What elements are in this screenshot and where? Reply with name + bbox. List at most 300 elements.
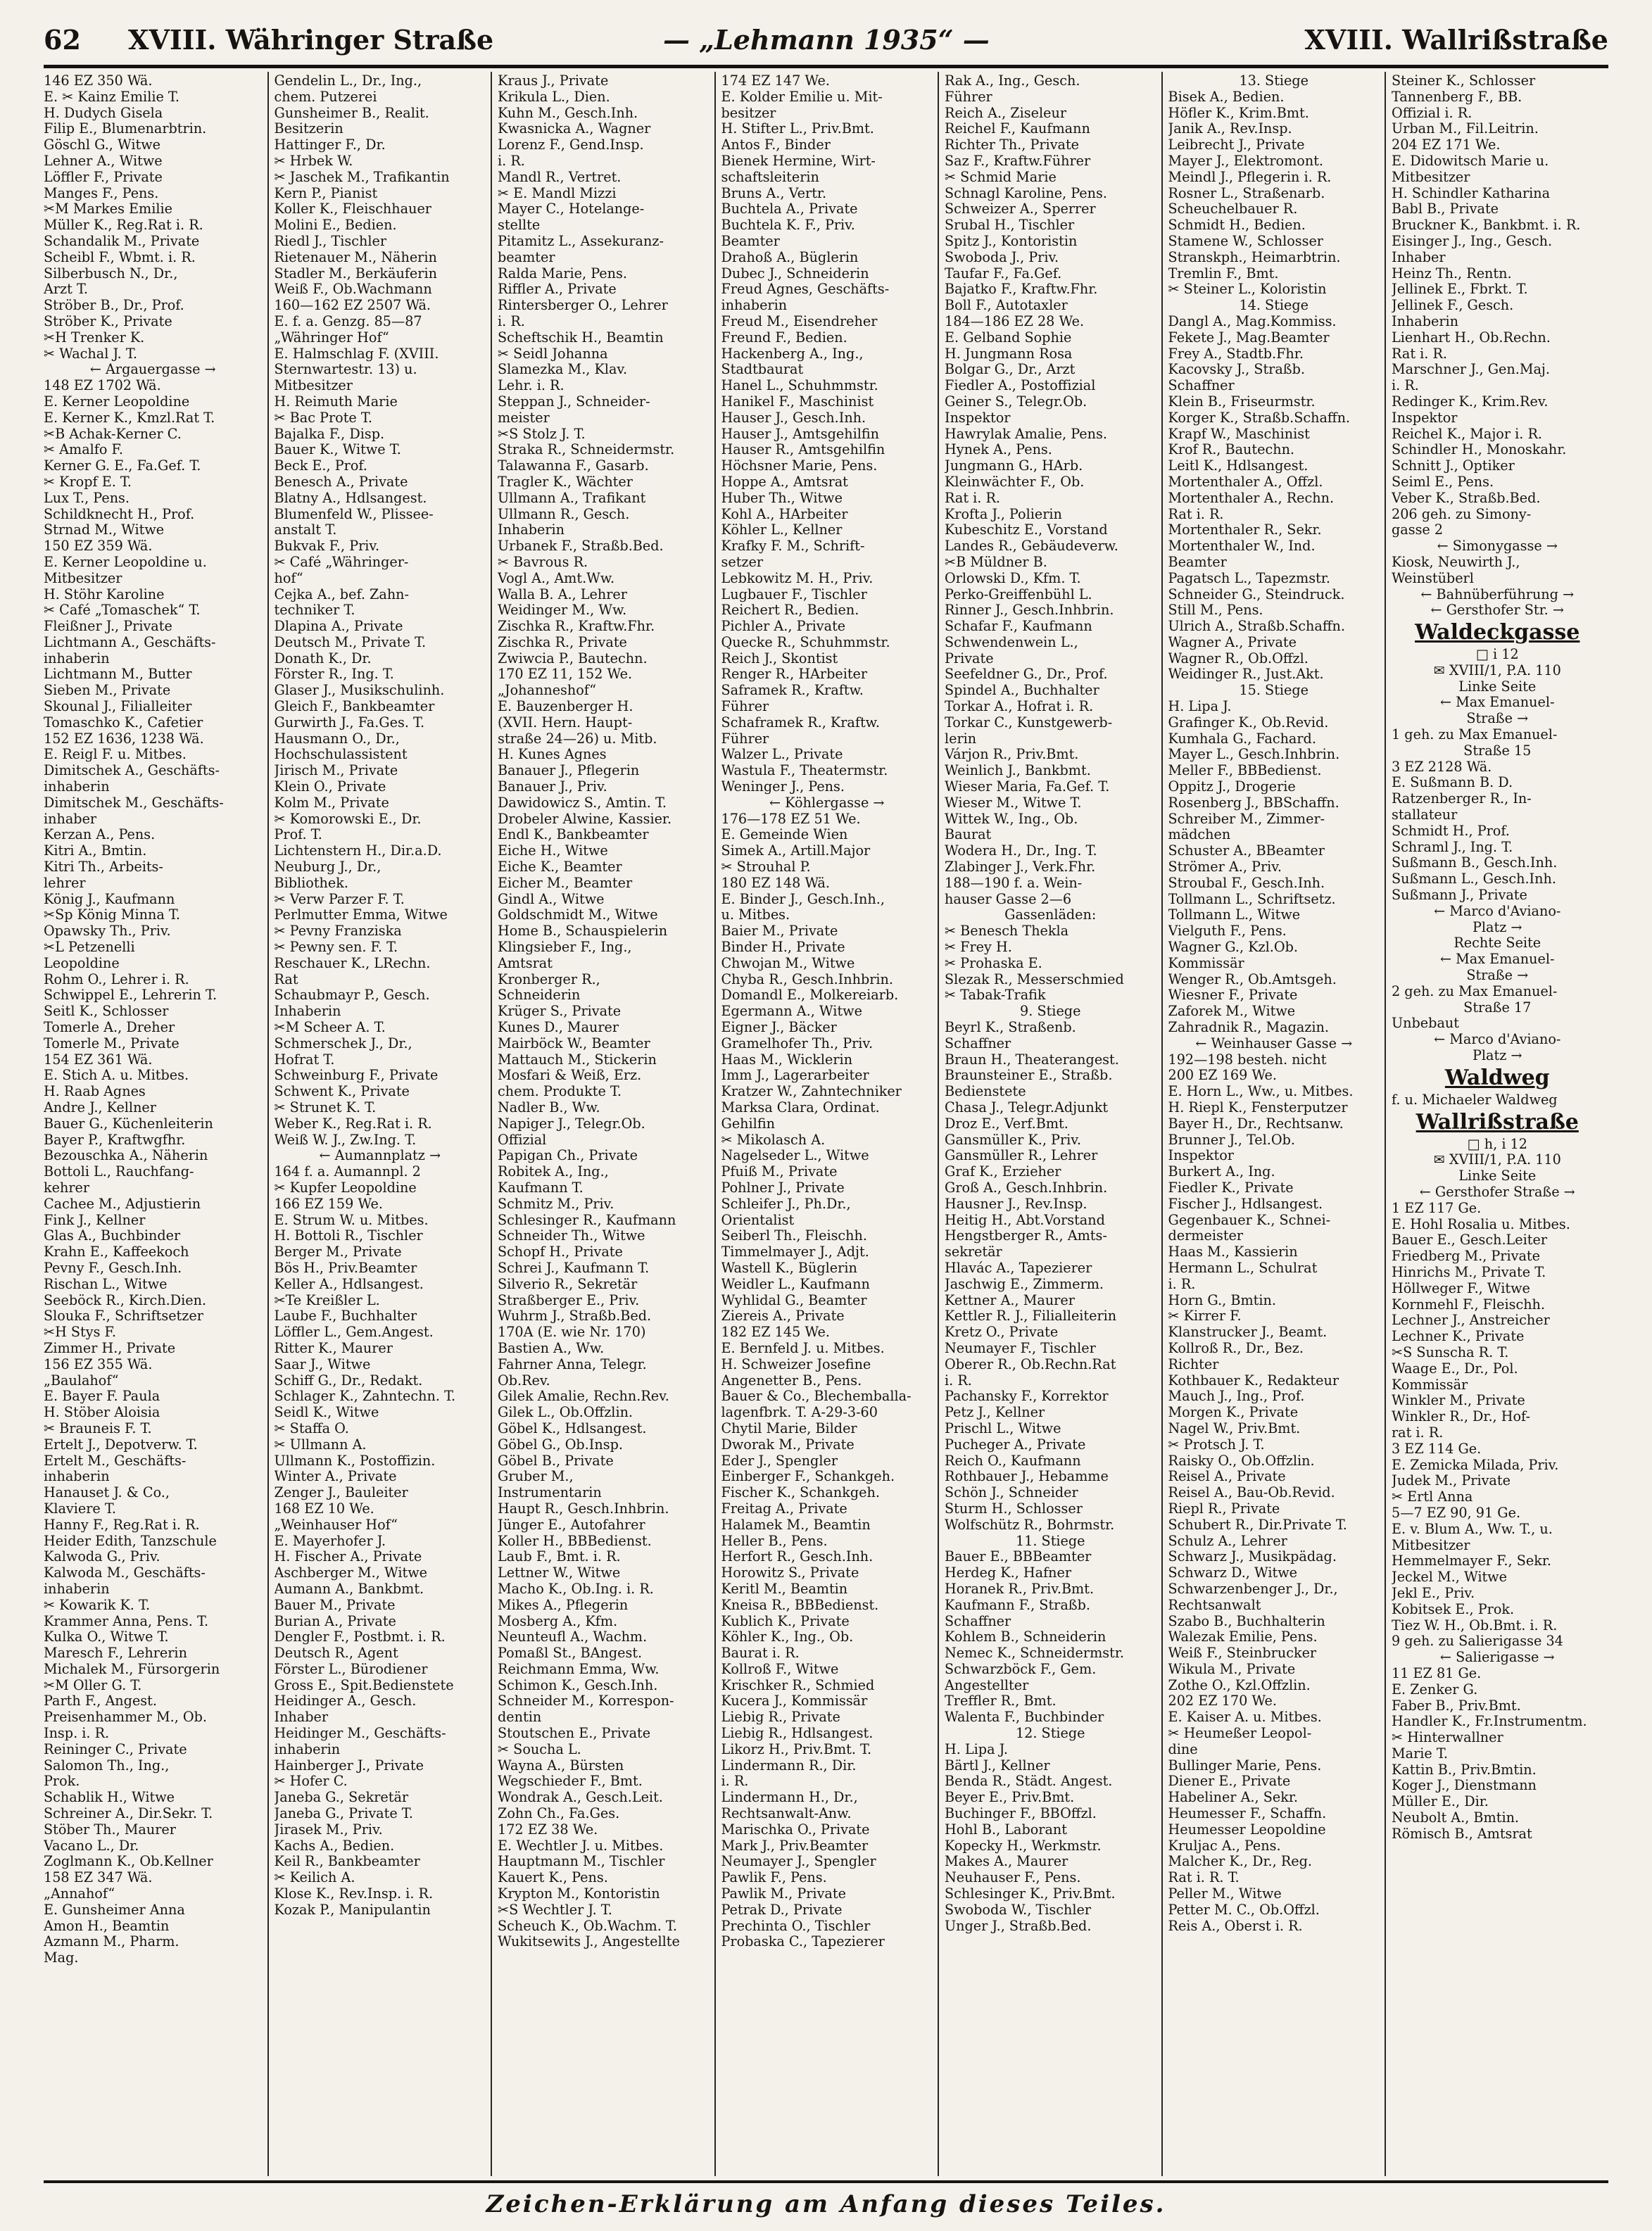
directory-entry: Robitek A., Ing.,	[498, 1164, 609, 1180]
directory-entry: Kattin B., Priv.Bmtin.	[1392, 1762, 1537, 1778]
directory-entry: Hattinger F., Dr.	[274, 137, 386, 153]
directory-entry: Weninger J., Pens.	[721, 779, 845, 795]
directory-entry: Schaffner	[945, 1035, 1011, 1051]
directory-entry: Unbebaut	[1392, 1016, 1459, 1032]
directory-entry: Ströber K., Private	[44, 313, 172, 329]
directory-entry: ✂ Prohaska E.	[945, 955, 1042, 971]
directory-entry: Hengstberger R., Amts-	[945, 1228, 1107, 1244]
directory-entry: Offizial	[498, 1132, 547, 1148]
directory-entry: Tomerle M., Private	[44, 1035, 179, 1051]
directory-entry: Einberger F., Schankgeh.	[721, 1469, 895, 1485]
directory-entry: Herfort R., Gesch.Inh.	[721, 1549, 874, 1565]
directory-entry: rat i. R.	[1392, 1424, 1444, 1441]
directory-entry: H. Schweizer Josefine	[721, 1356, 871, 1372]
directory-entry: Heidinger A., Gesch.	[274, 1693, 417, 1709]
directory-entry: Napiger J., Telegr.Ob.	[498, 1116, 645, 1132]
directory-entry: Raisky O., Ob.Offzlin.	[1168, 1453, 1315, 1469]
directory-entry: Höllweger F., Witwe	[1392, 1280, 1530, 1296]
directory-entry: Freund F., Bedien.	[721, 329, 847, 346]
directory-entry: Nemec K., Schneidermstr.	[945, 1645, 1124, 1662]
directory-entry: ✂ Brauneis F. T.	[44, 1420, 152, 1436]
directory-entry: 13. Stiege	[1239, 73, 1309, 89]
directory-entry: Home B., Schauspielerin	[498, 923, 668, 940]
directory-entry: Klanstrucker J., Beamt.	[1168, 1325, 1328, 1341]
directory-entry: Dimitschek M., Geschäfts-	[44, 795, 224, 811]
directory-entry: Benesch A., Private	[274, 474, 408, 490]
directory-entry: Tremlin F., Bmt.	[1168, 265, 1279, 282]
directory-entry: Rak A., Ing., Gesch.	[945, 73, 1080, 89]
directory-entry: ✂ Pewny sen. F. T.	[274, 940, 398, 956]
directory-entry: inhaberin	[44, 1469, 110, 1485]
directory-entry: Rothbauer J., Hebamme	[945, 1469, 1109, 1485]
directory-entry: Kumhala G., Fachard.	[1168, 731, 1316, 747]
footer-note: Zeichen-Erklärung am Anfang dieses Teiles.	[486, 2190, 1166, 2218]
directory-entry: 206 geh. zu Simony-	[1392, 506, 1532, 522]
directory-entry: Szabo B., Buchhalterin	[1168, 1613, 1325, 1629]
directory-entry: Neubolt A., Bmtin.	[1392, 1810, 1520, 1826]
directory-entry: Zwiwcia P., Bautechn.	[498, 650, 648, 666]
directory-entry: Ritter K., Maurer	[274, 1340, 393, 1356]
page-number: 62	[44, 24, 81, 56]
directory-entry: Janik A., Rev.Insp.	[1168, 121, 1292, 137]
directory-entry: Petrak D., Private	[721, 1902, 843, 1918]
directory-entry: Schulz A., Lehrer	[1168, 1533, 1287, 1549]
directory-entry: Schlager K., Zahntechn. T.	[274, 1389, 456, 1405]
directory-entry: Simek A., Artill.Major	[721, 843, 871, 859]
directory-entry: Cejka A., bef. Zahn-	[274, 586, 410, 602]
directory-entry: 154 EZ 361 Wä.	[44, 1051, 153, 1068]
directory-entry: ✂ Verw Parzer F. T.	[274, 891, 405, 907]
directory-entry: Schwarz D., Witwe	[1168, 1565, 1297, 1581]
directory-entry: Still M., Pens.	[1168, 602, 1263, 619]
directory-entry: Schmerschek J., Dr.,	[274, 1035, 412, 1051]
directory-entry: Jirisch M., Private	[274, 763, 398, 779]
directory-entry: Keritl M., Beamtin	[721, 1581, 848, 1597]
directory-entry: Tollmann L., Schriftsetz.	[1168, 891, 1336, 907]
directory-entry: stallateur	[1392, 807, 1458, 823]
directory-entry: Lichtmann A., Geschäfts-	[44, 634, 216, 650]
directory-entry: 9 geh. zu Salierigasse 34	[1392, 1633, 1563, 1650]
directory-entry: Petter M. C., Ob.Offzl.	[1168, 1902, 1320, 1918]
directory-entry: Fleißner J., Private	[44, 619, 172, 635]
directory-entry: Schaframek R., Kraftw.	[721, 714, 880, 731]
directory-entry: Schandalik M., Private	[44, 233, 200, 249]
left-running-title: XVIII. Währinger Straße	[128, 24, 494, 56]
directory-entry: Parth F., Angest.	[44, 1693, 157, 1709]
directory-entry: Amon H., Beamtin	[44, 1918, 170, 1934]
directory-entry: Schiff G., Dr., Redakt.	[274, 1372, 423, 1389]
directory-entry: 182 EZ 145 We.	[721, 1325, 830, 1341]
directory-entry: Zothe O., Kzl.Offzlin.	[1168, 1677, 1311, 1693]
directory-entry: Wiesner F., Private	[1168, 987, 1298, 1004]
directory-entry: Mattauch M., Stickerin	[498, 1051, 657, 1068]
directory-entry: H. Stöhr Karoline	[44, 586, 165, 602]
directory-entry: Schneider G., Steindruck.	[1168, 586, 1345, 602]
directory-entry: Müller K., Reg.Rat i. R.	[44, 217, 203, 234]
directory-entry: Gegenbauer K., Schnei-	[1168, 1212, 1331, 1228]
directory-entry: Saar J., Witwe	[274, 1356, 371, 1372]
directory-entry: Köhler L., Kellner	[721, 522, 843, 538]
directory-entry: Maresch F., Lehrerin	[44, 1645, 187, 1662]
directory-entry: Wagner R., Ob.Offzl.	[1168, 650, 1309, 666]
directory-entry: Urbanek F., Straßb.Bed.	[498, 538, 664, 555]
directory-entry: Kaufmann F., Straßb.	[945, 1597, 1090, 1613]
directory-entry: Gleich F., Bankbeamter	[274, 699, 435, 715]
directory-entry: ✂ Staffa O.	[274, 1420, 349, 1436]
directory-entry: Mortenthaler A., Rechn.	[1168, 490, 1335, 506]
directory-entry: 164 f. a. Aumannpl. 2	[274, 1164, 421, 1180]
directory-entry: Wieser Maria, Fa.Gef. T.	[945, 779, 1110, 795]
directory-entry: Weiß W. J., Zw.Ing. T.	[274, 1132, 417, 1148]
directory-entry: E. Hohl Rosalia u. Mitbes.	[1392, 1216, 1570, 1232]
directory-entry: Prechinta O., Tischler	[721, 1918, 871, 1934]
directory-entry: Schnitt J., Optiker	[1392, 458, 1515, 474]
directory-entry: 200 EZ 169 We.	[1168, 1068, 1277, 1084]
directory-entry: ✂S Wechtler J. T.	[498, 1902, 612, 1918]
directory-entry: Mosberg A., Kfm.	[498, 1613, 618, 1629]
directory-entry: Schneider M., Korrespon-	[498, 1693, 674, 1709]
directory-entry: „Währinger Hof“	[274, 329, 389, 346]
directory-entry: Hanny F., Reg.Rat i. R.	[44, 1517, 200, 1533]
directory-entry: ✂ Protsch J. T.	[1168, 1436, 1265, 1453]
directory-entry: Ziereis A., Private	[721, 1308, 845, 1325]
directory-entry: Richter	[1168, 1356, 1219, 1372]
directory-entry: Hochschulassistent	[274, 747, 408, 763]
directory-entry: Haas M., Kassierin	[1168, 1244, 1298, 1260]
directory-entry: H. Lipa J.	[1168, 699, 1232, 715]
directory-entry: Lux T., Pens.	[44, 490, 130, 506]
directory-entry: Zimmer H., Private	[44, 1340, 176, 1356]
directory-entry: ← Max Emanuel-	[1439, 695, 1555, 711]
directory-entry: Müller E., Dir.	[1392, 1794, 1489, 1810]
directory-entry: Schrei J., Kaufmann T.	[498, 1260, 650, 1276]
directory-entry: Hanel L., Schuhmmstr.	[721, 378, 878, 394]
directory-entry: 1 geh. zu Max Emanuel-	[1392, 727, 1558, 743]
directory-entry: Kitri Th., Arbeits-	[44, 859, 163, 876]
directory-entry: 172 EZ 38 We.	[498, 1821, 598, 1838]
directory-entry: inhaberin	[274, 1741, 341, 1757]
directory-entry: i. R.	[945, 1372, 972, 1389]
directory-entry: Várjon R., Priv.Bmt.	[945, 747, 1079, 763]
directory-entry: 15. Stiege	[1239, 683, 1309, 699]
directory-entry: Wuhrm J., Straßb.Bed.	[498, 1308, 652, 1325]
directory-entry: Eisinger J., Ing., Gesch.	[1392, 233, 1553, 249]
directory-entry: Meller F., BBBedienst.	[1168, 763, 1322, 779]
directory-entry: i. R.	[498, 313, 525, 329]
directory-entry: Beamter	[1168, 554, 1227, 570]
directory-entry: Horn G., Bmtin.	[1168, 1292, 1276, 1308]
directory-entry: techniker T.	[274, 602, 355, 619]
directory-entry: ✂ Seidl Johanna	[498, 346, 608, 362]
directory-entry: E. Bayer F. Paula	[44, 1389, 160, 1405]
directory-entry: Vogl A., Amt.Ww.	[498, 570, 615, 586]
directory-entry: Reisel A., Bau-Ob.Revid.	[1168, 1485, 1335, 1501]
directory-entry: Spitz J., Kontoristin	[945, 233, 1078, 249]
directory-columns	[44, 72, 1608, 2176]
directory-entry: Opawsky Th., Priv.	[44, 923, 171, 940]
directory-entry: Kublich K., Private	[721, 1613, 850, 1629]
directory-entry: Gramelhofer Th., Priv.	[721, 1035, 874, 1051]
directory-entry: Azmann M., Pharm.	[44, 1934, 179, 1950]
directory-entry: Hanauset J. & Co.,	[44, 1485, 170, 1501]
directory-entry: ✂ Pevny Franziska	[274, 923, 402, 940]
directory-entry: Egermann A., Witwe	[721, 1004, 862, 1020]
directory-entry: Inspektor	[1392, 410, 1458, 426]
directory-entry: Donath K., Dr.	[274, 650, 372, 666]
directory-entry: Halamek M., Beamtin	[721, 1517, 871, 1533]
directory-entry: Platz →	[1473, 1048, 1522, 1064]
directory-entry: Fink J., Kellner	[44, 1212, 146, 1228]
directory-entry: Kleinwächter F., Ob.	[945, 474, 1085, 490]
directory-entry: Löffler F., Private	[44, 169, 163, 185]
directory-entry: Schwarz J., Musikpädag.	[1168, 1549, 1337, 1565]
directory-entry: Bauer M., Private	[274, 1597, 396, 1613]
directory-entry: E. Zemicka Milada, Priv.	[1392, 1457, 1559, 1473]
directory-entry: Janeba G., Sekretär	[274, 1790, 409, 1806]
directory-entry: Reininger C., Private	[44, 1741, 187, 1757]
directory-entry: Heider Edith, Tanzschule	[44, 1533, 217, 1549]
directory-entry: Lichtmann M., Butter	[44, 666, 192, 683]
directory-entry: Rat	[274, 971, 298, 987]
directory-entry: Bruns A., Vertr.	[721, 185, 827, 201]
directory-entry: ✂ Jaschek M., Trafikantin	[274, 169, 450, 185]
directory-entry: Wegschieder F., Bmt.	[498, 1774, 643, 1790]
directory-entry: Jungmann G., HArb.	[945, 458, 1083, 474]
directory-entry: Schindler H., Monoskahr.	[1392, 442, 1567, 458]
directory-entry: 180 EZ 148 Wä.	[721, 875, 830, 891]
directory-entry: E. Kerner K., Kmzl.Rat T.	[44, 410, 215, 426]
directory-entry: Rosenberg J., BBSchaffn.	[1168, 795, 1339, 811]
directory-entry: Morgen K., Private	[1168, 1405, 1299, 1421]
directory-entry: Stoutschen E., Private	[498, 1726, 651, 1742]
directory-entry: Bolgar G., Dr., Arzt	[945, 362, 1076, 378]
directory-entry: Ob.Rev.	[498, 1372, 550, 1389]
directory-entry: Zoglmann K., Ob.Kellner	[44, 1854, 213, 1870]
directory-entry: Kulka O., Witwe T.	[44, 1629, 169, 1645]
directory-entry: Nagel W., Priv.Bmt.	[1168, 1420, 1301, 1436]
directory-entry: Burian A., Private	[274, 1613, 396, 1629]
directory-entry: Kollroß F., Witwe	[721, 1661, 839, 1677]
directory-entry: E. ✂ Kainz Emilie T.	[44, 89, 179, 105]
directory-entry: ✉ XVIII/1, P.A. 110	[1433, 662, 1561, 678]
directory-entry: Slouka F., Schriftsetzer	[44, 1308, 203, 1325]
directory-entry: Hoppe A., Amtsrat	[721, 474, 848, 490]
directory-entry: Michalek M., Fürsorgerin	[44, 1661, 220, 1677]
directory-entry: Sußmann B., Gesch.Inh.	[1392, 855, 1558, 871]
directory-entry: Ströber B., Dr., Prof.	[44, 298, 184, 314]
directory-entry: E. Halmschlag F. (XVIII.	[274, 346, 439, 362]
directory-entry: Timmelmayer J., Adjt.	[721, 1244, 869, 1260]
directory-entry: Bottoli L., Rauchfang-	[44, 1164, 194, 1180]
directory-entry: Bauer K., Witwe T.	[274, 442, 401, 458]
directory-entry: Waage E., Dr., Pol.	[1392, 1360, 1518, 1377]
directory-entry: Orlowski D., Kfm. T.	[945, 570, 1081, 586]
directory-entry: Rat i. R.	[945, 490, 1001, 506]
directory-entry: ✂ Kowarik K. T.	[44, 1597, 151, 1613]
directory-entry: Zischka R., Kraftw.Fhr.	[498, 619, 655, 635]
directory-entry: Horowitz S., Private	[721, 1565, 859, 1581]
directory-entry: Kettner A., Maurer	[945, 1292, 1075, 1308]
directory-entry: Tannenberg F., BB.	[1392, 89, 1522, 105]
directory-entry: Klose K., Rev.Insp. i. R.	[274, 1886, 434, 1902]
directory-entry: 9. Stiege	[1020, 1004, 1081, 1020]
directory-entry: Wolfschütz R., Bohrmstr.	[945, 1517, 1115, 1533]
directory-entry: Blumenfeld W., Plissee-	[274, 506, 434, 522]
directory-entry: 12. Stiege	[1015, 1726, 1085, 1742]
directory-entry: Lechner J., Anstreicher	[1392, 1313, 1550, 1329]
directory-entry: Tomaschko K., Cafetier	[44, 714, 203, 731]
directory-entry: Gunsheimer B., Realit.	[274, 105, 429, 121]
directory-entry: Silverio R., Sekretär	[498, 1276, 638, 1292]
directory-entry: Hauser J., Gesch.Inh.	[721, 410, 866, 426]
directory-entry: Führer	[721, 731, 769, 747]
directory-entry: Hainberger J., Private	[274, 1757, 424, 1774]
directory-entry: Mayer L., Gesch.Inhbrin.	[1168, 747, 1340, 763]
directory-entry: Eigner J., Bäcker	[721, 1020, 837, 1036]
directory-entry: Ulrich A., Straßb.Schaffn.	[1168, 619, 1345, 635]
directory-entry: Jirasek M., Priv.	[274, 1821, 383, 1838]
directory-entry: Bayer P., Kraftwgfhr.	[44, 1132, 186, 1148]
directory-entry: Mortenthaler A., Offzl.	[1168, 474, 1323, 490]
directory-entry: Benda R., Städt. Angest.	[945, 1774, 1113, 1790]
directory-entry: Weinstüberl	[1392, 570, 1474, 586]
directory-entry: Mandl R., Vertret.	[498, 169, 622, 185]
directory-entry: 150 EZ 359 Wä.	[44, 538, 153, 555]
directory-entry: Diener E., Private	[1168, 1774, 1291, 1790]
directory-entry: Ralda Marie, Pens.	[498, 265, 627, 282]
directory-entry: Banauer J., Priv.	[498, 779, 607, 795]
directory-entry: 2 geh. zu Max Emanuel-	[1392, 983, 1558, 999]
directory-entry: Grafinger K., Ob.Revid.	[1168, 714, 1329, 731]
directory-entry: ✂ Schmid Marie	[945, 169, 1057, 185]
directory-entry: Reichmann Emma, Ww.	[498, 1661, 660, 1677]
directory-entry: Schraml J., Ing. T.	[1392, 839, 1513, 855]
directory-entry: 168 EZ 10 We.	[274, 1500, 374, 1517]
directory-entry: Inhaberin	[1392, 313, 1459, 329]
directory-entry: Bezouschka A., Näherin	[44, 1148, 208, 1164]
directory-entry: Rat i. R.	[1392, 346, 1448, 362]
directory-entry: Glas A., Buchbinder	[44, 1228, 181, 1244]
directory-entry: Chyba R., Gesch.Inhbrin.	[721, 971, 894, 987]
directory-entry: Berger M., Private	[274, 1244, 402, 1260]
directory-entry: Lechner K., Private	[1392, 1329, 1525, 1345]
directory-entry: Krammer Anna, Pens. T.	[44, 1613, 209, 1629]
directory-entry: Beyrl K., Straßenb.	[945, 1020, 1076, 1036]
directory-entry: ✂ Hinterwallner	[1392, 1730, 1503, 1746]
directory-entry: ✂ Café „Tomaschek“ T.	[44, 602, 201, 619]
directory-entry: Waldeckgasse	[1415, 620, 1580, 645]
directory-entry: Prischl L., Witwe	[945, 1420, 1061, 1436]
directory-entry: Gansmüller K., Priv.	[945, 1132, 1081, 1148]
directory-entry: ✂B Achak-Kerner C.	[44, 426, 182, 442]
directory-entry: Hlavác A., Tapezierer	[945, 1260, 1092, 1276]
directory-entry: ← Salierigasse →	[1439, 1650, 1555, 1666]
directory-entry: Dlapina A., Private	[274, 619, 403, 635]
directory-entry: H. Bottoli R., Tischler	[274, 1228, 423, 1244]
directory-entry: Schimon K., Gesch.Inh.	[498, 1677, 658, 1693]
directory-entry: Kiosk, Neuwirth J.,	[1392, 554, 1520, 570]
directory-entry: Ullmann A., Trafikant	[498, 490, 646, 506]
directory-entry: Pagatsch L., Tapezmstr.	[1168, 570, 1330, 586]
directory-entry: Buchinger F., BBOffzl.	[945, 1806, 1097, 1822]
directory-entry: Schreiber M., Zimmer-	[1168, 811, 1325, 827]
directory-entry: Buchtela K. F., Priv.	[721, 217, 855, 234]
directory-entry: Wikula M., Private	[1168, 1661, 1296, 1677]
directory-entry: Inhaber	[274, 1709, 329, 1726]
directory-entry: Torkar A., Hofrat i. R.	[945, 699, 1094, 715]
directory-entry: Sußmann J., Private	[1392, 887, 1527, 904]
directory-entry: chem. Putzerei	[274, 89, 377, 105]
directory-entry: Lorenz F., Gend.Insp.	[498, 137, 644, 153]
directory-entry: Mauch J., Ing., Prof.	[1168, 1389, 1305, 1405]
directory-entry: Reich A., Ziseleur	[945, 105, 1066, 121]
directory-entry: Laube F., Buchhalter	[274, 1308, 417, 1325]
directory-entry: Gindl A., Witwe	[498, 891, 605, 907]
directory-entry: Pawlik M., Private	[721, 1886, 846, 1902]
directory-entry: Baier M., Private	[721, 923, 838, 940]
directory-entry: ✂ Tabak-Trafik	[945, 987, 1046, 1004]
directory-entry: Gilek L., Ob.Offzlin.	[498, 1405, 633, 1421]
directory-entry: Neumayer F., Tischler	[945, 1340, 1096, 1356]
directory-entry: Wastell K., Büglerin	[721, 1260, 857, 1276]
directory-entry: Riedl J., Tischler	[274, 233, 387, 249]
directory-entry: □ h, i 12	[1467, 1136, 1527, 1152]
directory-entry: Silberbusch N., Dr.,	[44, 265, 178, 282]
directory-entry: ✂ Heumeßer Leopol-	[1168, 1726, 1312, 1742]
right-running-title: XVIII. Wallrißstraße	[1304, 24, 1608, 56]
directory-entry: Kneisa R., BBBedienst.	[721, 1597, 879, 1613]
directory-entry: E. Kolder Emilie u. Mit-	[721, 89, 883, 105]
directory-entry: Heumesser F., Schaffn.	[1168, 1806, 1327, 1822]
directory-entry: lagenfbrk. T. A-29-3-60	[721, 1405, 878, 1421]
directory-entry: Deutsch R., Agent	[274, 1645, 398, 1662]
directory-entry: Mag.	[44, 1950, 79, 1966]
directory-entry: Pfuiß M., Private	[721, 1164, 838, 1180]
directory-entry: Römisch B., Amtsrat	[1392, 1826, 1532, 1842]
directory-entry: Waldweg	[1444, 1065, 1550, 1090]
directory-entry: Rechtsanwalt	[1168, 1597, 1261, 1613]
directory-entry: Perlmutter Emma, Witwe	[274, 907, 448, 923]
directory-entry: Jellinek E., Fbrkt. T.	[1392, 282, 1528, 298]
directory-entry: ✂H Stys F.	[44, 1325, 116, 1341]
directory-entry: ✂ Bac Prote T.	[274, 410, 372, 426]
directory-entry: E. Horn L., Ww., u. Mitbes.	[1168, 1084, 1354, 1100]
directory-entry: besitzer	[721, 105, 776, 121]
directory-entry: ← Max Emanuel-	[1439, 952, 1555, 968]
directory-entry: Kopecky H., Werkmstr.	[945, 1838, 1102, 1854]
directory-entry: Molini E., Bedien.	[274, 217, 397, 234]
directory-entry: Krypton M., Kontoristin	[498, 1886, 660, 1902]
directory-entry: Meindl J., Pflegerin i. R.	[1168, 169, 1332, 185]
directory-entry: Kucera J., Kommissär	[721, 1693, 868, 1709]
directory-entry: Bajalka F., Disp.	[274, 426, 385, 442]
directory-entry: Nagelseder L., Witwe	[721, 1148, 869, 1164]
directory-entry: Bayer H., Dr., Rechtsanw.	[1168, 1116, 1344, 1132]
directory-entry: Dangl A., Mag.Kommiss.	[1168, 313, 1337, 329]
directory-entry: Schildknecht H., Prof.	[44, 506, 195, 522]
directory-entry: Walzer L., Private	[721, 747, 843, 763]
directory-entry: Kauert K., Pens.	[498, 1870, 608, 1886]
directory-entry: 3 EZ 2128 Wä.	[1392, 759, 1492, 775]
directory-entry: Rinner J., Gesch.Inhbrin.	[945, 602, 1114, 619]
directory-entry: Winter A., Private	[274, 1469, 397, 1485]
directory-entry: ✂ Benesch Thekla	[945, 923, 1069, 940]
directory-entry: Schopf H., Private	[498, 1244, 623, 1260]
directory-entry: Zischka R., Private	[498, 634, 627, 650]
directory-entry: Göbel G., Ob.Insp.	[498, 1436, 623, 1453]
directory-entry: Schreiner A., Dir.Sekr. T.	[44, 1806, 213, 1822]
directory-entry: Korger K., Straßb.Schaffn.	[1168, 410, 1351, 426]
